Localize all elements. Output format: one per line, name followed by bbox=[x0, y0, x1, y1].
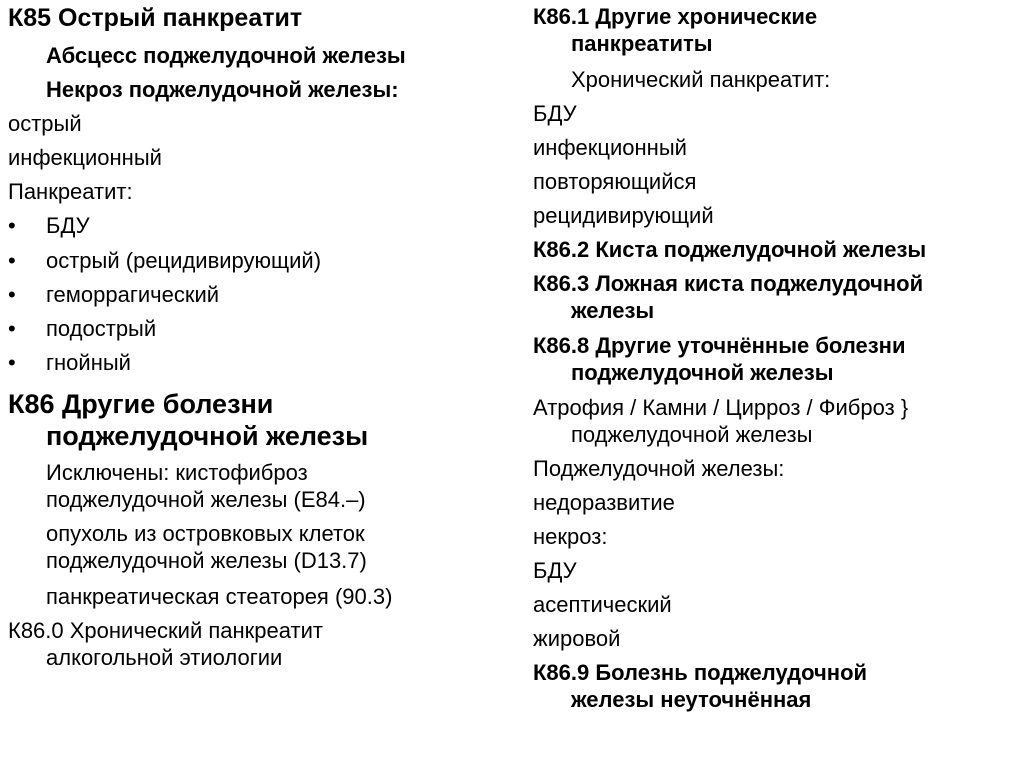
k868-heading-line1: К86.8 Другие уточнённые болезни bbox=[533, 333, 906, 358]
exclusion-line1: Исключены: кистофиброз bbox=[46, 460, 308, 485]
bullet-item bbox=[8, 213, 90, 239]
k868-item: асептический bbox=[533, 592, 672, 617]
bullet-text: острый (рецидивирующий) bbox=[46, 248, 322, 273]
k85-item-infectious: инфекционный bbox=[8, 145, 162, 170]
k868-item: недоразвитие bbox=[533, 490, 675, 515]
k86-heading-line2: поджелудочной железы bbox=[46, 421, 369, 451]
k861-item: инфекционный bbox=[533, 135, 687, 160]
k869-heading-line1: К86.9 Болезнь поджелудочной bbox=[533, 660, 868, 685]
k863-heading-line2: железы bbox=[571, 298, 655, 323]
bullet-text: БДУ bbox=[46, 213, 90, 238]
k85-heading: К85 Острый панкреатит bbox=[8, 4, 303, 32]
exclusion2-line1: опухоль из островковых клеток bbox=[46, 521, 365, 546]
atrophy-line1: Атрофия / Камни / Цирроз / Фиброз } bbox=[533, 395, 909, 420]
exclusion3: панкреатическая стеаторея (90.3) bbox=[46, 584, 393, 609]
bullet-item bbox=[8, 316, 156, 342]
k868-item: некроз: bbox=[533, 524, 608, 549]
k868-item: БДУ bbox=[533, 558, 577, 583]
k869-heading-line2: железы неуточнённая bbox=[571, 687, 812, 712]
bullet-text: геморрагический bbox=[46, 282, 220, 307]
k863-heading-line1: К86.3 Ложная киста поджелудочной bbox=[533, 271, 924, 296]
k861-item: БДУ bbox=[533, 101, 577, 126]
k868-item: жировой bbox=[533, 626, 621, 651]
bullet-mark: • bbox=[8, 282, 16, 307]
bullet-mark: • bbox=[8, 248, 16, 273]
exclusion2-line2: поджелудочной железы (D13.7) bbox=[46, 548, 367, 573]
bullet-text: гнойный bbox=[46, 350, 131, 375]
bullet-mark: • bbox=[8, 350, 16, 375]
k85-item-acute: острый bbox=[8, 111, 82, 136]
k85-subitem-abscess: Абсцесс поджелудочной железы bbox=[46, 43, 406, 68]
k861-sub: Хронический панкреатит: bbox=[571, 67, 831, 92]
k868-heading-line2: поджелудочной железы bbox=[571, 360, 834, 385]
bullet-mark: • bbox=[8, 316, 16, 341]
k86-heading-line1: К86 Другие болезни bbox=[8, 389, 274, 419]
k860-line1: К86.0 Хронический панкреатит bbox=[8, 618, 323, 643]
k861-heading-line1: К86.1 Другие хронические bbox=[533, 4, 818, 29]
exclusion-line2: поджелудочной железы (Е84.–) bbox=[46, 487, 366, 512]
k861-item: рецидивирующий bbox=[533, 203, 714, 228]
bullet-item bbox=[8, 282, 219, 308]
k861-heading-line2: панкреатиты bbox=[571, 31, 713, 56]
k862-heading: К86.2 Киста поджелудочной железы bbox=[533, 237, 927, 262]
bullet-text: подострый bbox=[46, 316, 157, 341]
k85-item-pancreatitis: Панкреатит: bbox=[8, 179, 133, 204]
atrophy-line2: поджелудочной железы bbox=[571, 422, 813, 447]
bullet-item bbox=[8, 350, 131, 376]
k85-subitem-necrosis: Некроз поджелудочной железы: bbox=[46, 77, 399, 102]
bullet-mark: • bbox=[8, 213, 16, 238]
k868-item: Поджелудочной железы: bbox=[533, 456, 785, 481]
bullet-item bbox=[8, 248, 321, 274]
k861-item: повторяющийся bbox=[533, 169, 697, 194]
k860-line2: алкогольной этиологии bbox=[46, 645, 283, 670]
